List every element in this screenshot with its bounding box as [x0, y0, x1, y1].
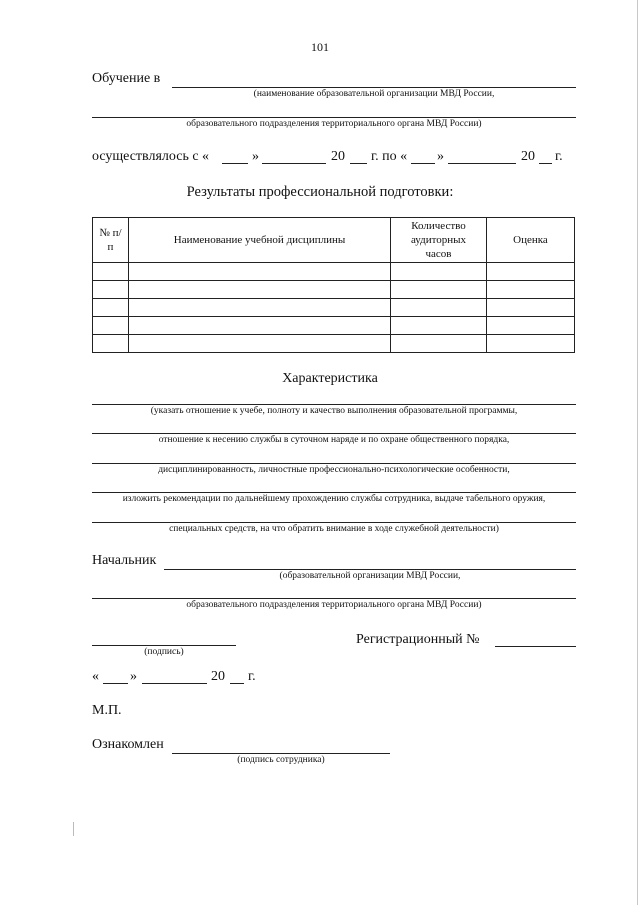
period-year-2: 20	[521, 149, 535, 164]
period-mid-2: »	[437, 149, 444, 164]
cell-grade[interactable]	[487, 281, 575, 299]
cell-num[interactable]	[93, 281, 129, 299]
chief-org-line[interactable]	[164, 569, 576, 570]
registration-number-field[interactable]	[495, 646, 576, 647]
table-row	[93, 299, 575, 317]
characteristic-line-2[interactable]	[92, 433, 576, 434]
end-day-field[interactable]	[411, 163, 435, 164]
table-row	[93, 281, 575, 299]
acknowledged-label: Ознакомлен	[92, 737, 164, 752]
table-header-row	[93, 218, 575, 263]
header-num: № п/п	[93, 218, 129, 263]
cell-num[interactable]	[93, 263, 129, 281]
start-day-field[interactable]	[222, 163, 248, 164]
date-month-field[interactable]	[142, 683, 207, 684]
cell-grade[interactable]	[487, 299, 575, 317]
page-number: 101	[311, 40, 329, 54]
results-table	[92, 217, 575, 353]
registration-label: Регистрационный №	[356, 632, 480, 647]
header-grade: Оценка	[487, 218, 575, 263]
characteristic-line-1[interactable]	[92, 404, 576, 405]
date-close-quote: »	[130, 669, 137, 684]
chief-signature-line[interactable]	[92, 645, 236, 646]
training-caption-1: (наименование образовательной организации МВД России,	[253, 89, 495, 99]
cell-grade[interactable]	[487, 263, 575, 281]
table-row	[93, 317, 575, 335]
header-discipline: Наименование учебной дисциплины	[129, 218, 391, 263]
cell-discipline[interactable]	[129, 281, 391, 299]
period-g-2: г.	[555, 149, 563, 164]
table-row	[93, 335, 575, 353]
cell-hours[interactable]	[391, 299, 487, 317]
date-year-field[interactable]	[230, 683, 244, 684]
date-g: г.	[248, 669, 256, 684]
cell-num[interactable]	[93, 299, 129, 317]
characteristic-caption-5: специальных средств, на что обратить внимание в ходе служебной деятельности)	[169, 524, 499, 534]
cell-hours[interactable]	[391, 263, 487, 281]
cell-hours[interactable]	[391, 281, 487, 299]
period-year-1: 20	[331, 149, 345, 164]
header-hours: Количество аудиторных часов	[391, 218, 487, 263]
chief-caption-1: (образовательной организации МВД России,	[279, 571, 461, 581]
training-org-line[interactable]	[172, 87, 576, 88]
characteristic-caption-1: (указать отношение к учебе, полноту и качество выполнения образовательной программы,	[150, 406, 518, 416]
training-label: Обучение в	[92, 71, 161, 86]
training-caption-2: образовательного подразделения территориального органа МВД России)	[186, 119, 482, 129]
table-row	[93, 263, 575, 281]
date-day-field[interactable]	[103, 683, 128, 684]
cell-grade[interactable]	[487, 335, 575, 353]
training-org-line-2[interactable]	[92, 117, 576, 118]
cell-discipline[interactable]	[129, 335, 391, 353]
cell-discipline[interactable]	[129, 317, 391, 335]
page-edge	[637, 0, 638, 905]
cell-hours[interactable]	[391, 335, 487, 353]
characteristic-line-5[interactable]	[92, 522, 576, 523]
date-year: 20	[211, 669, 225, 684]
characteristic-line-3[interactable]	[92, 463, 576, 464]
employee-signature-caption: (подпись сотрудника)	[237, 755, 325, 765]
end-month-field[interactable]	[448, 163, 516, 164]
cell-discipline[interactable]	[129, 263, 391, 281]
characteristic-title: Характеристика	[282, 371, 378, 386]
cell-grade[interactable]	[487, 317, 575, 335]
period-mid-1: »	[252, 149, 259, 164]
employee-signature-line[interactable]	[172, 753, 390, 754]
cell-hours[interactable]	[391, 317, 487, 335]
characteristic-caption-4: изложить рекомендации по дальнейшему прохождению службы сотрудника, выдаче табельного оружия,	[122, 494, 546, 504]
stamp-label: М.П.	[92, 703, 122, 718]
results-title: Результаты профессиональной подготовки:	[186, 184, 454, 200]
period-prefix: осуществлялось с «	[92, 149, 210, 164]
date-open-quote: «	[92, 669, 99, 684]
chief-label: Начальник	[92, 553, 157, 568]
start-year-field[interactable]	[350, 163, 367, 164]
characteristic-caption-2: отношение к несению службы в суточном наряде и по охране общественного порядка,	[158, 435, 510, 445]
cell-num[interactable]	[93, 317, 129, 335]
signature-caption: (подпись)	[144, 647, 184, 657]
end-year-field[interactable]	[539, 163, 552, 164]
cell-discipline[interactable]	[129, 299, 391, 317]
chief-org-line-2[interactable]	[92, 598, 576, 599]
period-g-1: г. по «	[371, 149, 408, 164]
cell-num[interactable]	[93, 335, 129, 353]
characteristic-caption-3: дисциплинированность, личностные профессионально-психологические особенности,	[158, 465, 510, 475]
start-month-field[interactable]	[262, 163, 326, 164]
chief-caption-2: образовательного подразделения территориального органа МВД России)	[186, 600, 482, 610]
characteristic-line-4[interactable]	[92, 492, 576, 493]
scan-speck	[73, 822, 74, 836]
